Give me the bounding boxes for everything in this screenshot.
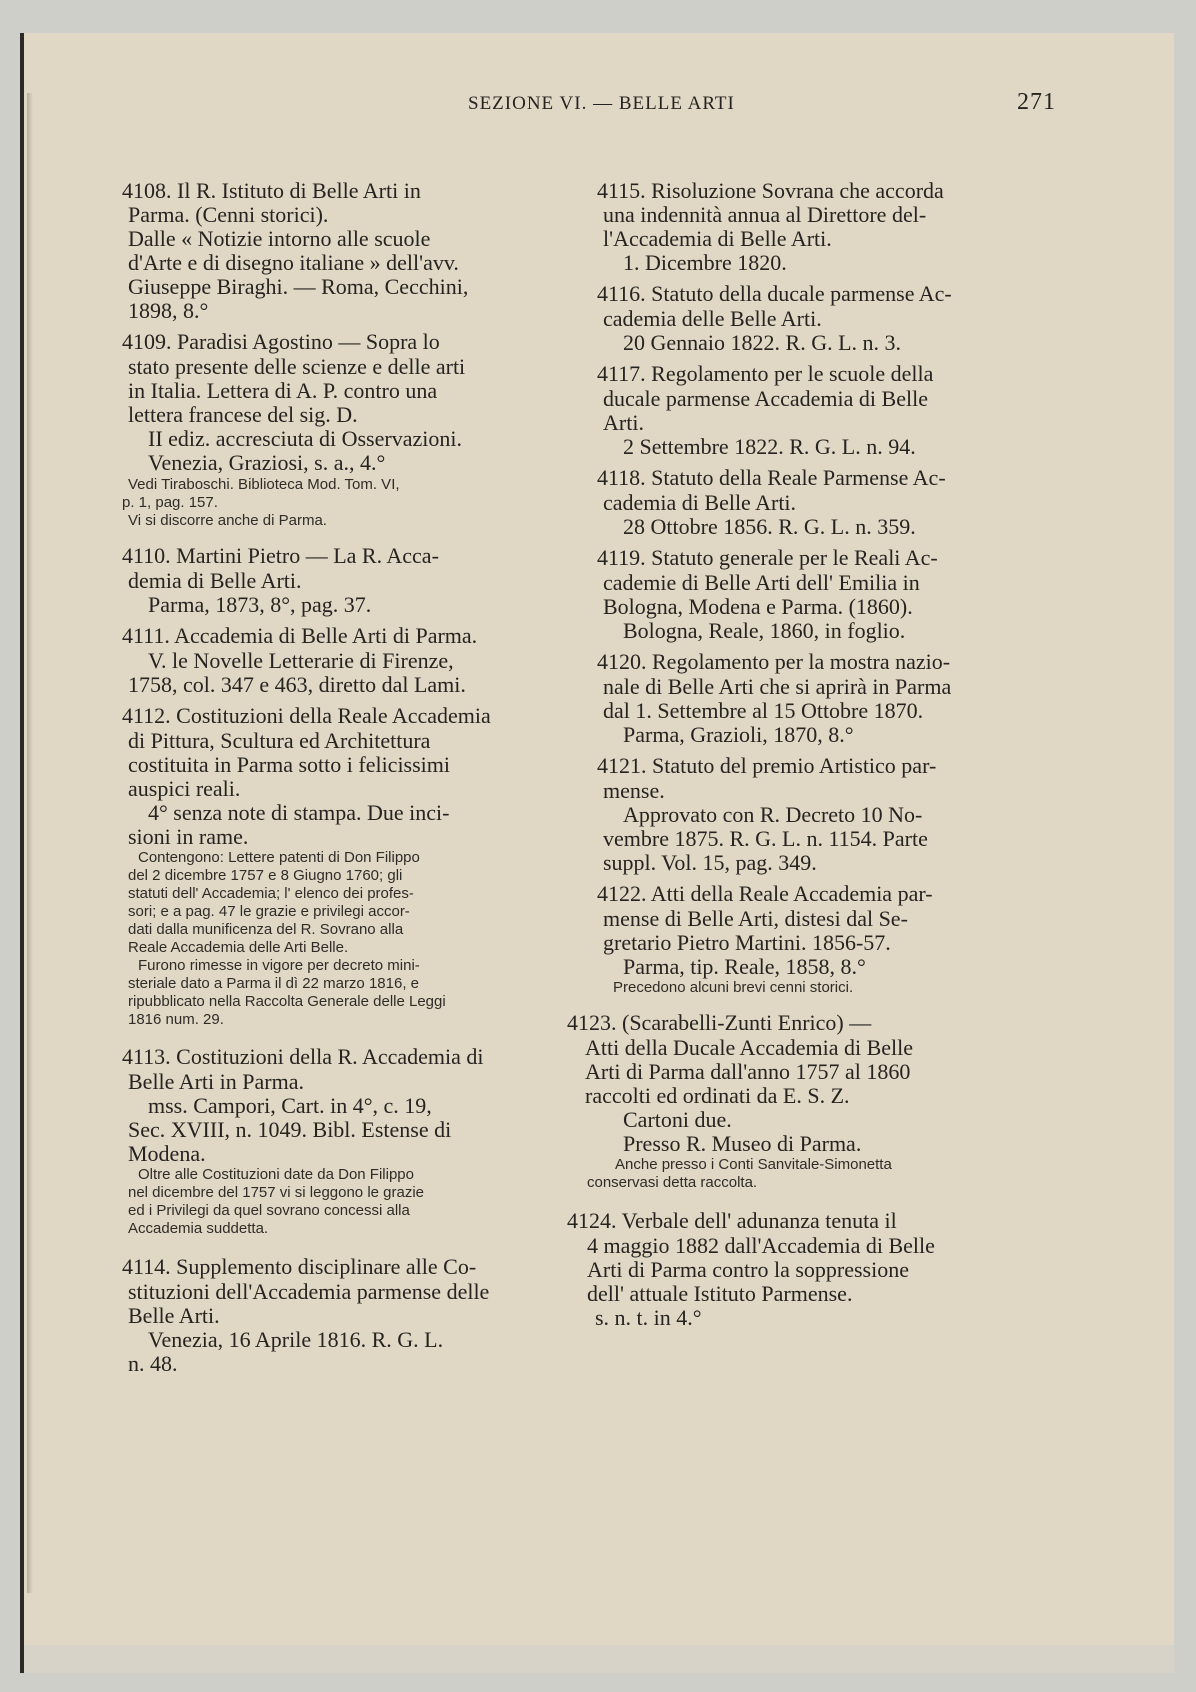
entry-text-line: cademie di Belle Arti dell' Emilia in (603, 570, 920, 595)
entry-note-line: p. 1, pag. 157. (122, 494, 218, 511)
page-spine-shadow (27, 93, 33, 1593)
entry-text-line: 4111. Accademia di Belle Arti di Parma. (122, 623, 478, 648)
entry-note-line: Vi si discorre anche di Parma. (128, 512, 327, 529)
entry-text-line: nale di Belle Arti che si aprirà in Parma (603, 674, 952, 699)
entry-note-line: ripubblicato nella Raccolta Generale delle Leggi (128, 993, 446, 1010)
entry-text-line: V. le Novelle Letterarie di Firenze, (148, 648, 454, 673)
entry-text-line: Venezia, Graziosi, s. a., 4.° (148, 450, 386, 475)
entry-note-line: statuti dell' Accademia; l' elenco dei profes- (128, 885, 414, 902)
entry-text-line: dal 1. Settembre al 15 Ottobre 1870. (603, 698, 924, 723)
entry-note-line: Oltre alle Costituzioni date da Don Filippo (138, 1166, 414, 1183)
entry-text-line: Arti di Parma contro la soppressione (587, 1257, 909, 1282)
entry-text-line: lettera francese del sig. D. (128, 402, 358, 427)
entry-text-line: 1. Dicembre 1820. (623, 250, 787, 275)
entry-text-line: mss. Campori, Cart. in 4°, c. 19, (148, 1093, 432, 1118)
entry-text-line: 4123. (Scarabelli-Zunti Enrico) — (567, 1010, 872, 1035)
entry-note-line: del 2 dicembre 1757 e 8 Giugno 1760; gli (128, 867, 403, 884)
entry-text-line: cademia delle Belle Arti. (603, 306, 822, 331)
entry-text-line: costituita in Parma sotto i felicissimi (128, 752, 451, 777)
entry-text-line: in Italia. Lettera di A. P. contro una (128, 378, 438, 403)
entry-note-line: Furono rimesse in vigore per decreto mini- (138, 957, 420, 974)
entry-text-line: Belle Arti in Parma. (128, 1069, 304, 1094)
entry-text-line: n. 48. (128, 1351, 178, 1376)
entry-text-line: Dalle « Notizie intorno alle scuole (128, 226, 431, 251)
entry-note-line: steriale dato a Parma il dì 22 marzo 1816, e (128, 975, 419, 992)
entry-note-line: conservasi detta raccolta. (587, 1174, 758, 1191)
entry-text-line: 4114. Supplemento disciplinare alle Co- (122, 1254, 477, 1279)
entry-text-line: mense. (603, 778, 665, 803)
entry-text-line: demia di Belle Arti. (128, 568, 302, 593)
entry-text-line: 4109. Paradisi Agostino — Sopra lo (122, 329, 440, 354)
entry-note-line: Reale Accademia delle Arti Belle. (128, 939, 349, 956)
entry-text-line: raccolti ed ordinati da E. S. Z. (585, 1083, 850, 1108)
entry-text-line: Giuseppe Biraghi. — Roma, Cecchini, (128, 274, 469, 299)
entry-text-line: suppl. Vol. 15, pag. 349. (603, 850, 817, 875)
entry-text-line: 4112. Costituzioni della Reale Accademia (122, 703, 491, 728)
entry-text-line: 4124. Verbale dell' adunanza tenuta il (567, 1208, 897, 1233)
entry-text-line: II ediz. accresciuta di Osservazioni. (148, 426, 462, 451)
entry-text-line: cademia di Belle Arti. (603, 490, 797, 515)
entry-text-line: Parma, 1873, 8°, pag. 37. (148, 592, 372, 617)
entry-text-line: 4120. Regolamento per la mostra nazio- (597, 649, 951, 674)
entry-text-line: d'Arte e di disegno italiane » dell'avv. (128, 250, 459, 275)
entry-note-line: dati dalla munificenza del R. Sovrano alla (128, 921, 404, 938)
entry-text-line: 4118. Statuto della Reale Parmense Ac- (597, 465, 946, 490)
entry-text-line: Atti della Ducale Accademia di Belle (585, 1035, 914, 1060)
entry-text-line: Bologna, Modena e Parma. (1860). (603, 594, 913, 619)
entry-text-line: Approvato con R. Decreto 10 No- (623, 802, 923, 827)
entry-text-line: Arti. (603, 410, 644, 435)
entry-text-line: stituzioni dell'Accademia parmense delle (128, 1279, 490, 1304)
entry-text-line: ducale parmense Accademia di Belle (603, 386, 928, 411)
entry-text-line: l'Accademia di Belle Arti. (603, 226, 832, 251)
section-title: SEZIONE VI. — BELLE ARTI (468, 93, 735, 114)
entry-note-line: ed i Privilegi da quel sovrano concessi alla (128, 1202, 410, 1219)
entry-text-line: 28 Ottobre 1856. R. G. L. n. 359. (623, 514, 916, 539)
entry-text-line: stato presente delle scienze e delle arti (128, 354, 466, 379)
entry-note-line: Anche presso i Conti Sanvitale-Simonetta (615, 1156, 892, 1173)
entry-text-line: Arti di Parma dall'anno 1757 al 1860 (585, 1059, 911, 1084)
entry-text-line: 1898, 8.° (128, 298, 209, 323)
entry-text-line: 4113. Costituzioni della R. Accademia di (122, 1044, 484, 1069)
entry-text-line: 4117. Regolamento per le scuole della (597, 361, 934, 386)
entry-text-line: Bologna, Reale, 1860, in foglio. (623, 618, 906, 643)
entry-text-line: Modena. (128, 1141, 206, 1166)
entry-text-line: Venezia, 16 Aprile 1816. R. G. L. (148, 1327, 444, 1352)
running-header (468, 89, 1056, 127)
entry-text-line: 4108. Il R. Istituto di Belle Arti in (122, 178, 421, 203)
entry-text-line: Presso R. Museo di Parma. (623, 1131, 862, 1156)
entry-note-line: sori; e a pag. 47 le grazie e privilegi accor- (128, 903, 410, 920)
entry-note-line: Precedono alcuni brevi cenni storici. (613, 979, 854, 996)
entry-text-line: Sec. XVIII, n. 1049. Bibl. Estense di (128, 1117, 452, 1142)
entry-text-line: Parma, tip. Reale, 1858, 8.° (623, 954, 866, 979)
entry-text-line: Parma. (Cenni storici). (128, 202, 329, 227)
entry-text-line: 4119. Statuto generale per le Reali Ac- (597, 545, 938, 570)
entry-text-line: s. n. t. in 4.° (595, 1305, 702, 1330)
entry-text-line: 20 Gennaio 1822. R. G. L. n. 3. (623, 330, 902, 355)
entry-text-line: auspici reali. (128, 776, 241, 801)
entry-note-line: Vedi Tiraboschi. Biblioteca Mod. Tom. VI, (128, 476, 400, 493)
entry-text-line: sioni in rame. (128, 824, 249, 849)
entry-text-line: 4115. Risoluzione Sovrana che accorda (597, 178, 944, 203)
entry-note-line: nel dicembre del 1757 vi si leggono le grazie (128, 1184, 425, 1201)
entry-note-line: 1816 num. 29. (128, 1011, 224, 1028)
entry-text-line: 4° senza note di stampa. Due inci- (148, 800, 450, 825)
entry-text-line: 2 Settembre 1822. R. G. L. n. 94. (623, 434, 916, 459)
entry-text-line: Parma, Grazioli, 1870, 8.° (623, 722, 854, 747)
page-number: 271 (1017, 89, 1056, 115)
entry-text-line: 4 maggio 1882 dall'Accademia di Belle (587, 1233, 935, 1258)
entry-text-line: vembre 1875. R. G. L. n. 1154. Parte (603, 826, 928, 851)
entry-text-line: una indennità annua al Direttore del- (603, 202, 927, 227)
entry-note-line: Accademia suddetta. (128, 1220, 269, 1237)
entry-text-line: dell' attuale Istituto Parmense. (587, 1281, 853, 1306)
scan-bottom-margin (24, 1645, 1174, 1673)
entry-text-line: di Pittura, Scultura ed Architettura (128, 728, 431, 753)
entry-text-line: 4122. Atti della Reale Accademia par- (597, 881, 933, 906)
entry-text-line: gretario Pietro Martini. 1856-57. (603, 930, 891, 955)
entry-text-line: 1758, col. 347 e 463, diretto dal Lami. (128, 672, 466, 697)
entry-text-line: Cartoni due. (623, 1107, 732, 1132)
entry-text-line: Belle Arti. (128, 1303, 220, 1328)
entry-text-line: 4110. Martini Pietro — La R. Acca- (122, 543, 439, 568)
entry-text-line: 4116. Statuto della ducale parmense Ac- (597, 281, 952, 306)
entry-text-line: mense di Belle Arti, distesi dal Se- (603, 906, 908, 931)
entry-note-line: Contengono: Lettere patenti di Don Filippo (138, 849, 420, 866)
entry-text-line: 4121. Statuto del premio Artistico par- (597, 753, 937, 778)
